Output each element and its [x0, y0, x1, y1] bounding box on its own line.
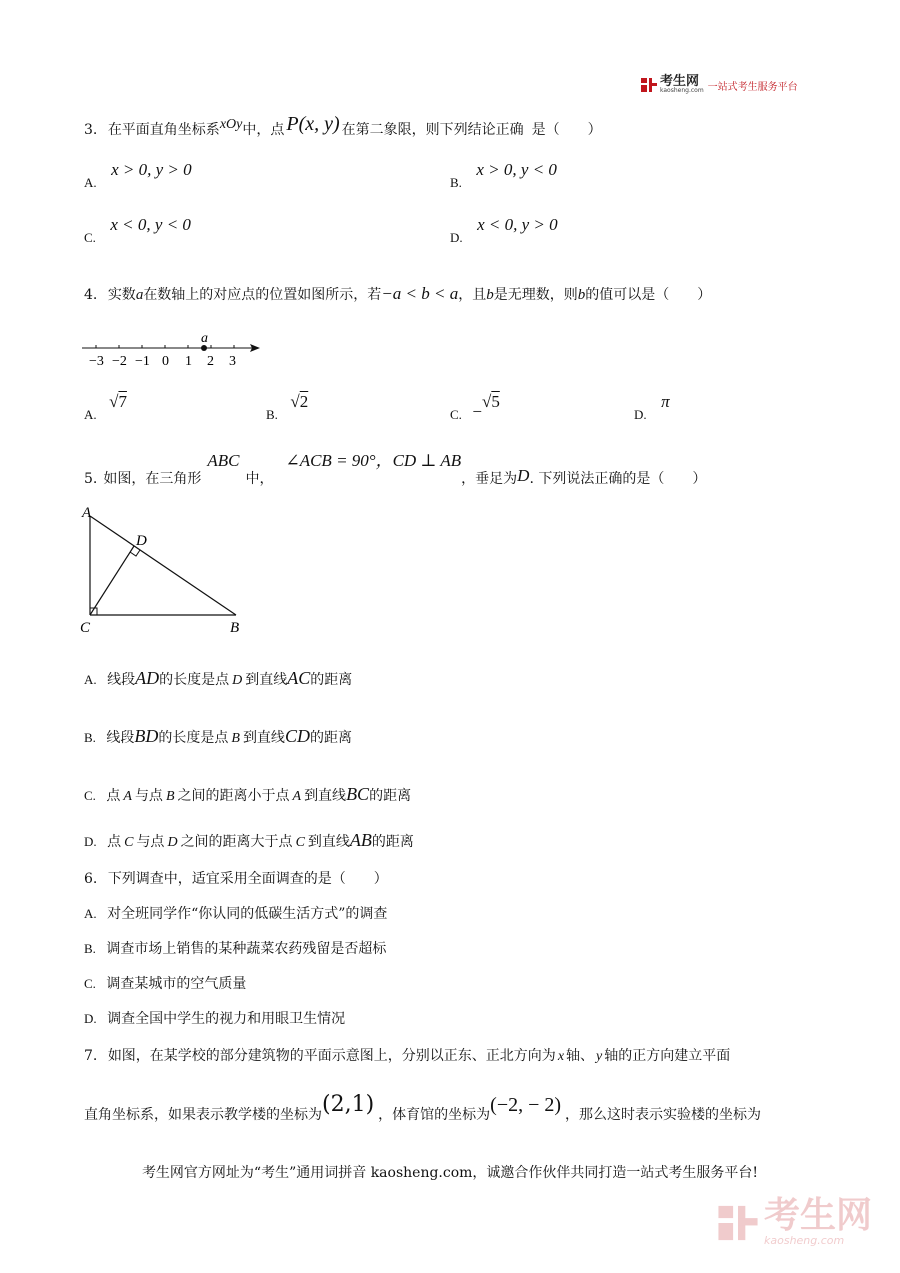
q6-option-d[interactable] — [84, 1008, 345, 1028]
option-expr: 7 — [118, 392, 127, 411]
option-letter: B. — [450, 175, 462, 190]
q4-option-a[interactable]: A. √7 — [84, 392, 127, 422]
q4-var: a — [135, 287, 144, 303]
watermark-text: 考生网 — [764, 1195, 873, 1236]
q7-stem-line1 — [84, 1045, 730, 1065]
q7-coordinate: (−2, − 2) — [490, 1094, 562, 1116]
option-text: 之间的距离大于点 — [180, 834, 293, 850]
option-symbol: AC — [287, 668, 311, 688]
q6-option-a[interactable] — [84, 903, 387, 923]
option-symbol: A — [123, 789, 132, 804]
q5-option-c[interactable] — [84, 784, 411, 805]
q7-text: 如图，在某学校的部分建筑物的平面示意图上，分别以正东、正北方向为 — [107, 1048, 556, 1064]
q3-point: P(x, y) — [286, 113, 340, 135]
tick-label: 1 — [185, 354, 192, 369]
logo-icon — [640, 76, 658, 94]
option-expr: 2 — [299, 392, 309, 411]
q7-text: 轴、 — [566, 1048, 595, 1064]
q4-option-c[interactable]: C. −√5 — [450, 392, 500, 422]
q7-var: x — [557, 1049, 565, 1064]
q5-condition: ∠ACB = 90°，CD ⊥ AB — [285, 451, 462, 470]
option-text: 到直线 — [304, 788, 347, 804]
q4-text: 的值可以是（ ） — [585, 287, 712, 303]
q5-text: ，垂足为 — [461, 471, 518, 487]
q3-text: 中，点 — [242, 122, 285, 138]
q4-text: 是无理数，则 — [493, 287, 578, 303]
q5-number: 5. — [84, 471, 98, 487]
watermark-domain: kaosheng.com — [764, 1234, 845, 1247]
logo-domain: kaosheng.com — [660, 87, 704, 94]
q5-text: . 下列说法正确的是（ ） — [529, 471, 707, 487]
q5-option-a[interactable] — [84, 668, 352, 689]
q5-foot: D — [517, 466, 530, 485]
option-expr: x < 0, y > 0 — [477, 215, 558, 234]
option-text: 与点 — [136, 834, 165, 850]
option-symbol: B — [165, 789, 175, 804]
option-letter: C. — [84, 976, 96, 991]
option-expr: x < 0, y < 0 — [110, 215, 191, 234]
option-text: 调查某城市的空气质量 — [106, 976, 247, 992]
option-symbol: D — [167, 835, 178, 850]
option-letter: B. — [84, 730, 96, 745]
q7-text: ，那么这时表示实验楼的坐标为 — [565, 1107, 762, 1123]
option-letter: D. — [450, 230, 463, 245]
q3-option-b[interactable] — [450, 160, 557, 190]
q3-stem — [84, 113, 602, 139]
option-text: 调查全国中学生的视力和用眼卫生情况 — [107, 1011, 346, 1027]
q6-text: 下列调查中，适宜采用全面调查的是（ ） — [107, 871, 388, 887]
option-expr: x > 0, y > 0 — [111, 160, 192, 179]
option-letter: C. — [84, 230, 96, 245]
q5-triangle: ABC — [207, 451, 240, 470]
option-text: 点 — [106, 788, 121, 804]
option-text: 线段 — [106, 730, 135, 746]
q5-text: 如图，在三角形 — [103, 471, 202, 487]
option-text: 对全班同学作“你认同的低碳生活方式”的调查 — [107, 906, 388, 922]
q7-stem-line2 — [84, 1092, 762, 1123]
q7-var: y — [596, 1049, 603, 1064]
q7-coordinate: (2,1) — [322, 1092, 375, 1117]
q4-text: 实数 — [107, 287, 136, 303]
q3-option-a[interactable] — [84, 160, 192, 190]
logo-slogan: 一站式考生服务平台 — [707, 81, 798, 93]
q5-stem — [84, 446, 707, 487]
option-text: 的距离 — [309, 730, 352, 746]
q3-text: 在第二象限，则下列结论正确 — [341, 122, 524, 138]
option-letter: B. — [266, 407, 278, 422]
option-symbol: A — [292, 789, 302, 804]
q4-text: 在数轴上的对应点的位置如图所示，若 — [143, 287, 382, 303]
option-expr: 5 — [491, 392, 500, 411]
q5-text: 中， — [245, 471, 274, 487]
option-prefix: − — [472, 402, 482, 421]
watermark-logo-icon — [716, 1201, 760, 1245]
option-text: 线段 — [107, 672, 136, 688]
option-letter: C. — [84, 788, 96, 803]
option-expr: x > 0, y < 0 — [476, 160, 557, 179]
option-text: 的距离 — [371, 834, 414, 850]
q4-var: b — [486, 287, 494, 303]
tick-label: −2 — [112, 354, 127, 369]
logo-brand: 考生网 — [660, 74, 700, 89]
label-a: A — [82, 505, 92, 521]
q4-stem — [84, 284, 711, 304]
segment-cd — [90, 546, 134, 615]
option-text: 之间的距离小于点 — [177, 788, 290, 804]
option-symbol: B — [231, 731, 240, 746]
q3-text: 是（ ） — [531, 122, 602, 138]
q4-inequality: −a < b < a — [381, 284, 459, 303]
point-label: a — [201, 331, 208, 346]
label-d: D — [136, 533, 147, 549]
q3-option-d[interactable] — [450, 215, 558, 245]
option-text: 到直线 — [245, 672, 288, 688]
tick-label: −1 — [135, 354, 150, 369]
option-text: 与点 — [134, 788, 163, 804]
header-logo — [640, 74, 798, 96]
option-text: 的长度是点 — [159, 672, 230, 688]
option-letter: A. — [84, 906, 97, 921]
option-letter: A. — [84, 672, 97, 687]
page-footer: 考生网官方网址为“考生”通用词拼音 kaosheng.com，诚邀合作伙伴共同打造一站式考生服务平台! — [141, 1165, 759, 1181]
q7-text: ，体育馆的坐标为 — [378, 1107, 491, 1123]
tick-label: 2 — [207, 354, 214, 369]
label-b: B — [230, 620, 240, 636]
option-expr: π — [661, 392, 670, 411]
q7-text: 直角坐标系，如果表示教学楼的坐标为 — [84, 1107, 322, 1123]
option-symbol: C — [295, 835, 305, 850]
option-letter: C. — [450, 407, 462, 422]
option-letter: D. — [84, 1011, 97, 1026]
option-text: 的距离 — [369, 788, 412, 804]
tick-label: 0 — [162, 354, 169, 369]
option-letter: D. — [84, 834, 97, 849]
q6-option-b[interactable] — [84, 938, 386, 958]
option-text: 点 — [107, 834, 122, 850]
side-ab — [90, 516, 236, 615]
q3-system: xOy — [219, 117, 243, 132]
option-text: 到直线 — [307, 834, 350, 850]
q4-number-line — [80, 330, 265, 370]
q4-var: b — [577, 287, 586, 303]
q4-number: 4. — [84, 287, 98, 303]
q7-number: 7. — [84, 1048, 98, 1064]
q4-option-b[interactable]: B. √2 — [266, 392, 309, 422]
q6-stem — [84, 868, 388, 888]
option-letter: A. — [84, 407, 97, 422]
option-letter: D. — [634, 407, 647, 422]
q5-triangle-figure — [78, 502, 248, 642]
option-symbol: BD — [134, 726, 159, 746]
label-c: C — [80, 620, 91, 636]
option-text: 到直线 — [242, 730, 285, 746]
q3-number: 3. — [84, 122, 98, 138]
option-text: 的长度是点 — [158, 730, 229, 746]
option-letter: A. — [84, 175, 97, 190]
option-symbol: CD — [284, 726, 310, 746]
option-symbol: D — [232, 673, 243, 688]
option-symbol: AD — [135, 668, 160, 688]
q3-option-c[interactable] — [84, 215, 191, 245]
option-symbol: C — [124, 835, 134, 850]
tick-label: 3 — [229, 354, 236, 369]
option-text: 调查市场上销售的某种蔬菜农药残留是否超标 — [106, 941, 387, 957]
q4-option-d[interactable] — [634, 392, 670, 422]
watermark — [716, 1195, 873, 1247]
q6-number: 6. — [84, 871, 98, 887]
q3-text: 在平面直角坐标系 — [107, 122, 220, 138]
q7-text: 轴的正方向建立平面 — [604, 1048, 731, 1064]
q6-option-c[interactable] — [84, 973, 246, 993]
q5-option-d[interactable] — [84, 830, 414, 851]
option-symbol: AB — [349, 830, 372, 850]
q5-option-b[interactable] — [84, 726, 352, 747]
option-symbol: BC — [346, 784, 370, 804]
option-text: 的距离 — [310, 672, 353, 688]
q4-text: ，且 — [458, 287, 487, 303]
tick-label: −3 — [89, 354, 104, 369]
option-letter: B. — [84, 941, 96, 956]
